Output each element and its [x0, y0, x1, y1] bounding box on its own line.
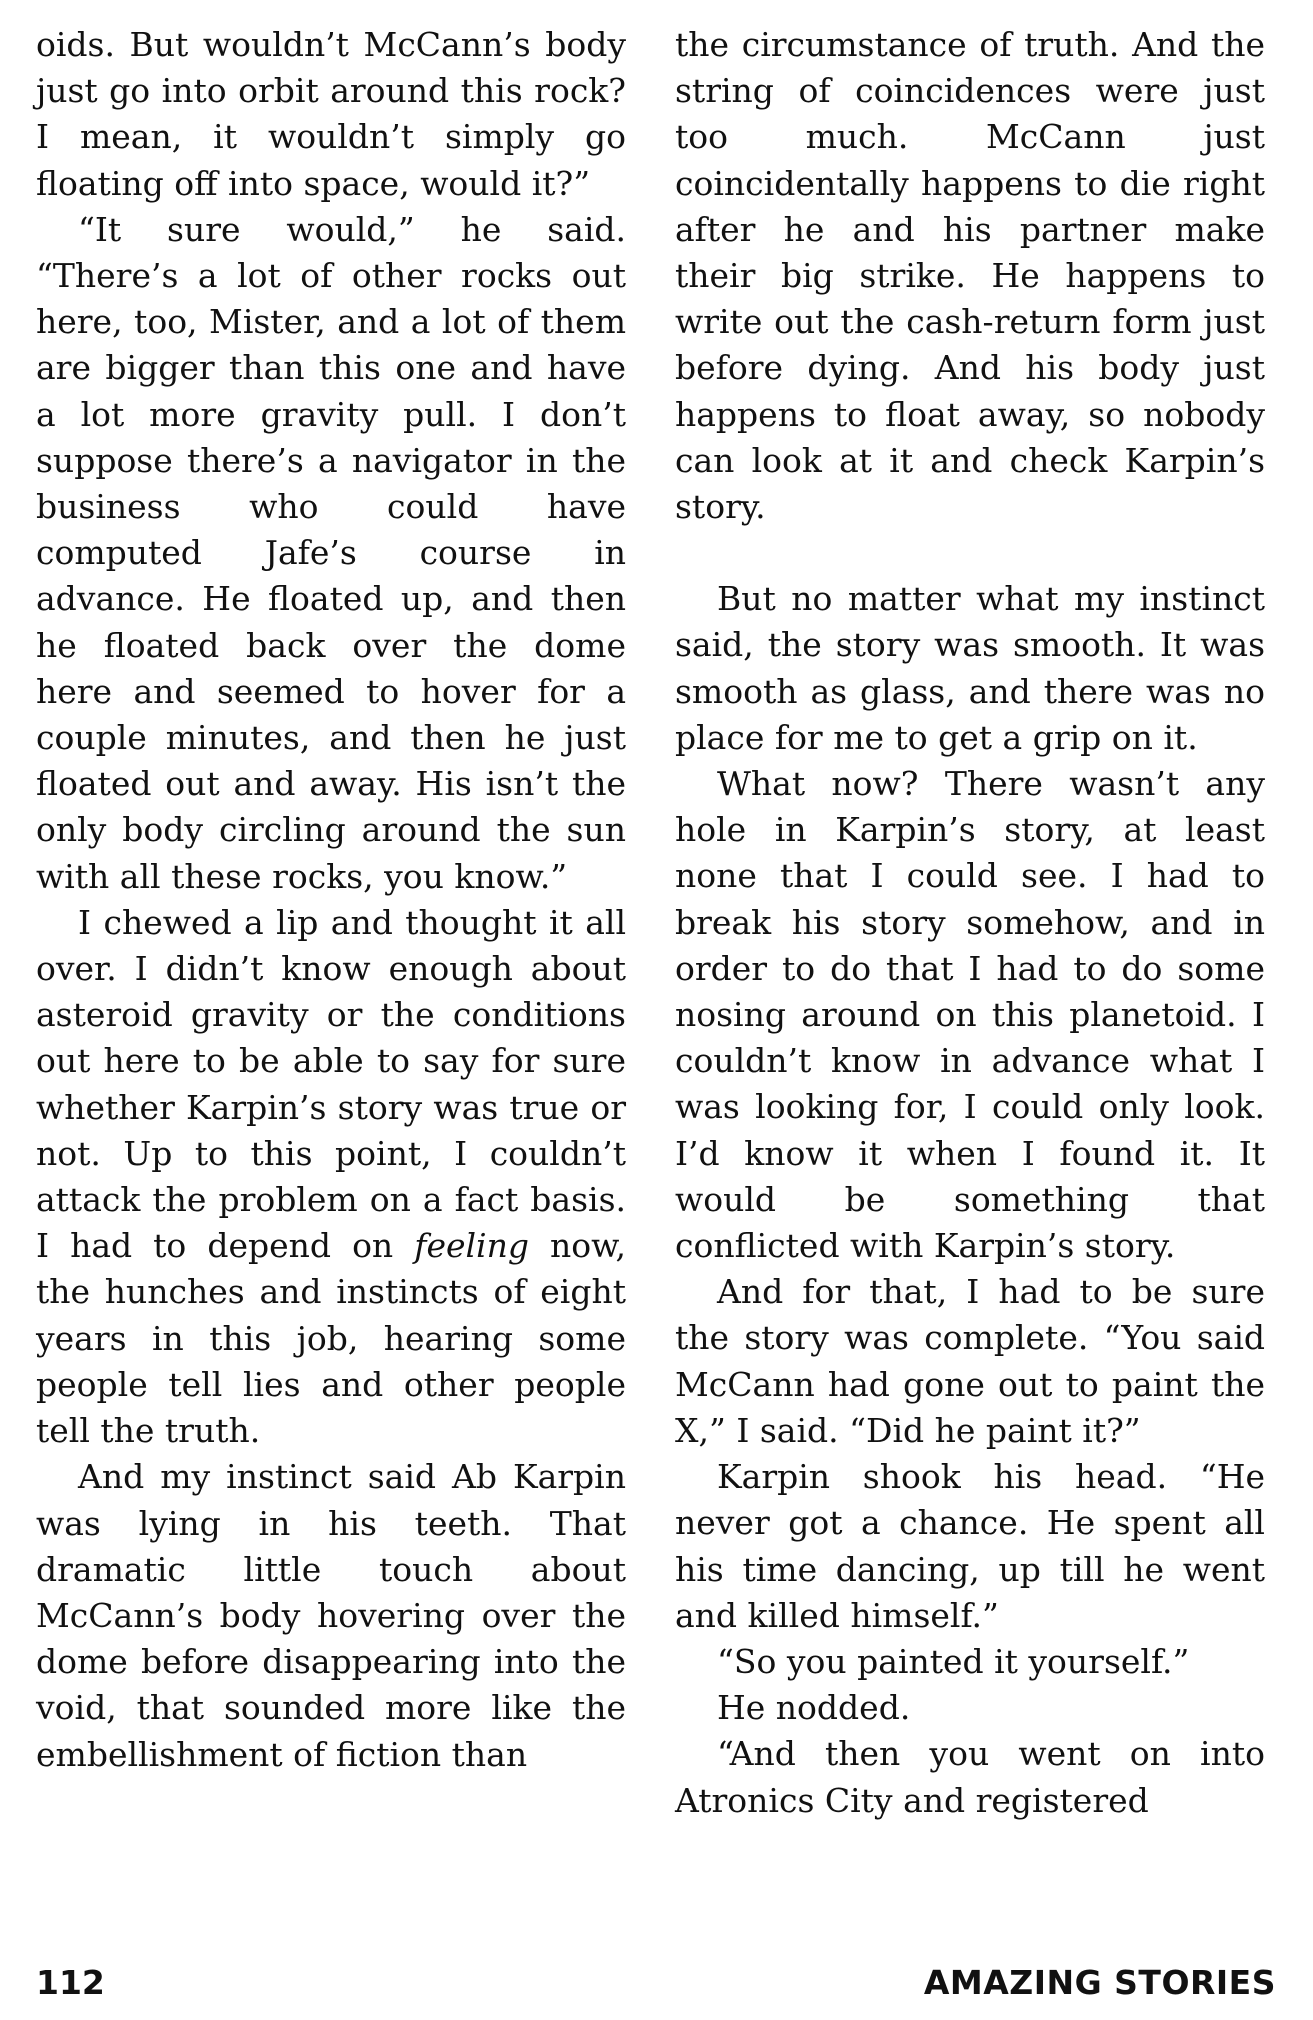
paragraph-continuation: oids. But wouldn’t McCann’s body just go into orbit around this rock? I mean, it wouldn’t simply go floating off into space, would it?” — [36, 25, 626, 203]
paragraph-text-after-emphasis: now, the hunches and instincts of eight years in this job, hearing some people tell lies and other people tell the truth. — [36, 1226, 626, 1451]
paragraph-text-before-emphasis: I chewed a lip and thought it all over. I didn’t know enough about asteroid gravity or the conditions out here to be able to say for sure whether Karpin’s story was true or not. Up to this point, I couldn’t attack the problem on a fact basis. I had to depend on — [36, 902, 626, 1266]
page-footer — [36, 1960, 1276, 2006]
emphasized-word: feeling — [414, 1226, 529, 1266]
paragraph-karpin-shook-head: Karpin shook his head. “He never got a chance. He spent all his time dancing, up till he went and killed himself.” — [675, 1457, 1265, 1635]
paragraph-coincidences: the circumstance of truth. And the string of coincidences were just too much. McCann just coincidentally happens to die right after he and his partner make their big strike. He happens to write out the cash-return form just before dying. And his body just happens to float away, so nobody can look at it and check Karpin’s story. — [675, 25, 1265, 527]
paragraph-paint-the-x: And for that, I had to be sure the story was complete. “You said McCann had gone out to paint the X,” I said. “Did he paint it?” — [675, 1272, 1265, 1450]
paragraph-story-smooth: But no matter what my instinct said, the story was smooth. It was smooth as glass, and there was no place for me to get a grip on it. — [675, 579, 1265, 757]
paragraph-painted-yourself: “So you painted it yourself.” — [717, 1641, 1190, 1681]
paragraph-atronics-city: “And then you went on into Atronics City and registered — [675, 1734, 1265, 1820]
right-text-column — [675, 22, 1265, 1824]
running-title: AMAZING STORIES — [923, 1963, 1276, 2002]
paragraph-karpin-reply: “It sure would,” he said. “There’s a lot of other rocks out here, too, Mister, and a lot of them are bigger than this one and have a lot more gravity pull. I don’t suppose there’s a navigator in the business who could have computed Jafe’s course in advance. He floated up, and then he floated back over the dome here and seemed to hover for a couple minutes, and then he just floated out and away. His isn’t the only body circling around the sun with all these rocks, you know.” — [36, 209, 626, 896]
left-text-column — [36, 22, 626, 1778]
page-number: 112 — [36, 1963, 105, 2002]
paragraph-narrator-thinking — [36, 900, 626, 1454]
paragraph-he-nodded: He nodded. — [717, 1688, 911, 1728]
paragraph-what-now: What now? There wasn’t any hole in Karpin’s story, at least none that I could see. I had to break his story somehow, and in order to do that I had to do some nosing around on this planetoid. I couldn’t know in advance what I was looking for, I could only look. I’d know it when I found it. It would be something that conflicted with Karpin’s story. — [675, 764, 1265, 1266]
paragraph-instinct: And my instinct said Ab Karpin was lying in his teeth. That dramatic little touch about McCann’s body hovering over the dome before disappearing into the void, that sounded more like the embellishment of fiction than — [36, 1457, 626, 1774]
section-break — [675, 530, 1265, 576]
